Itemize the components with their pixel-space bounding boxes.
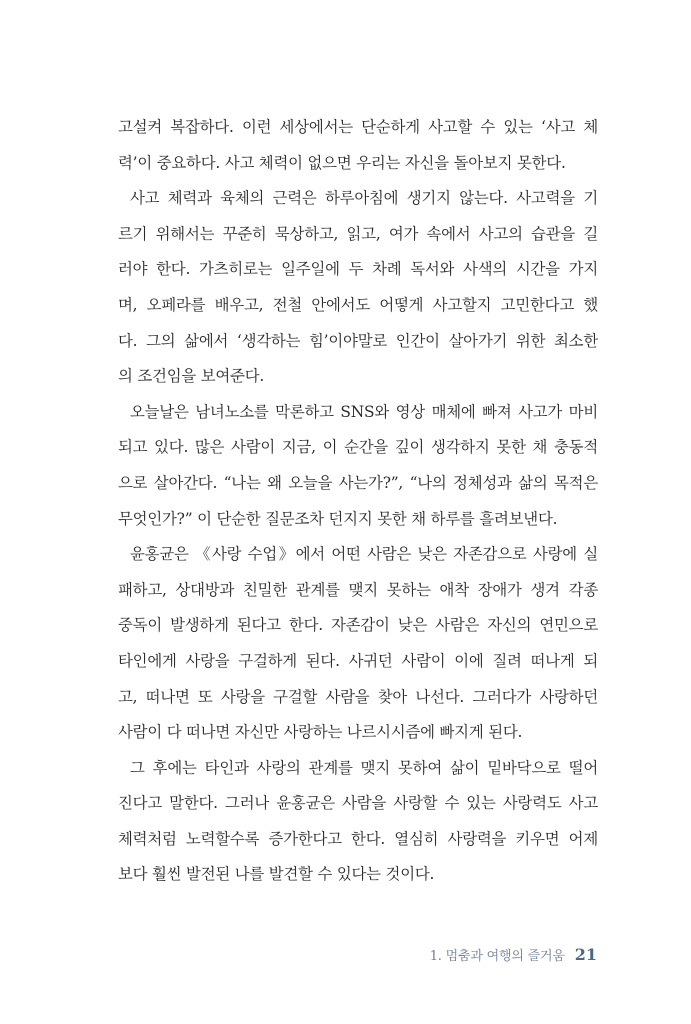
page-number: 21 xyxy=(574,945,597,964)
page-footer xyxy=(430,945,597,967)
text-line: 되고 있다. 많은 사람이 지금, 이 순간을 깊이 생각하지 못한 채 충동적 xyxy=(118,438,598,457)
text-line: 타인에게 사랑을 구걸하게 된다. 사귀던 사람이 이에 질려 떠나게 되 xyxy=(118,651,598,670)
text-line: 중독이 발생하게 된다고 한다. 자존감이 낮은 사람은 자신의 연민으로 xyxy=(118,616,598,635)
text-line: 진다고 말한다. 그러나 윤홍균은 사람을 사랑할 수 있는 사랑력도 사고 xyxy=(118,794,598,813)
text-line: 르기 위해서는 꾸준히 묵상하고, 읽고, 여가 속에서 사고의 습관을 길 xyxy=(118,224,598,243)
text-line: 사람이 다 떠나면 자신만 사랑하는 나르시시즘에 빠지게 된다. xyxy=(118,723,523,742)
text-line: 러야 한다. 가츠히로는 일주일에 두 차례 독서와 사색의 시간을 가지 xyxy=(118,260,598,279)
text-line: 체력처럼 노력할수록 증가한다고 한다. 열심히 사랑력을 키우면 어제 xyxy=(118,829,598,848)
text-line: 패하고, 상대방과 친밀한 관계를 맺지 못하는 애착 장애가 생겨 각종 xyxy=(118,580,598,599)
paragraph-start-line: 오늘날은 남녀노소를 막론하고 SNS와 영상 매체에 빠져 사고가 마비 xyxy=(130,402,598,421)
paragraph-start-line: 그 후에는 타인과 사랑의 관계를 맺지 못하여 삶이 밑바닥으로 떨어 xyxy=(130,758,598,777)
text-line: 고, 떠나면 또 사랑을 구걸할 사람을 찾아 나선다. 그러다가 사랑하던 xyxy=(118,687,598,706)
text-line: 고설켜 복잡하다. 이런 세상에서는 단순하게 사고할 수 있는 ‘사고 체 xyxy=(118,118,598,136)
paragraph-start-line: 사고 체력과 육체의 근력은 하루아침에 생기지 않는다. 사고력을 기 xyxy=(130,189,598,208)
body-text xyxy=(118,110,598,893)
text-line: 며, 오페라를 배우고, 전철 안에서도 어떻게 사고할지 고민한다고 했 xyxy=(118,295,598,314)
paragraph-start-line: 윤홍균은 《사랑 수업》에서 어떤 사람은 낮은 자존감으로 사랑에 실 xyxy=(130,545,598,564)
chapter-title: 1. 멈춤과 여행의 즐거움 xyxy=(429,949,565,964)
text-line: 무엇인가?” 이 단순한 질문조차 던지지 못한 채 하루를 흘려보낸다. xyxy=(118,509,558,528)
text-line: 으로 살아간다. “나는 왜 오늘을 사는가?”, “나의 정체성과 삶의 목적은 xyxy=(118,473,598,492)
text-line: 보다 훨씬 발전된 나를 발견할 수 있다는 것이다. xyxy=(118,865,435,884)
text-line: 의 조건임을 보여준다. xyxy=(118,367,265,386)
text-line: 다. 그의 삶에서 ‘생각하는 힘’이야말로 인간이 살아가기 위한 최소한 xyxy=(118,331,598,350)
text-line: 력’이 중요하다. 사고 체력이 없으면 우리는 자신을 돌아보지 못한다. xyxy=(118,153,566,172)
